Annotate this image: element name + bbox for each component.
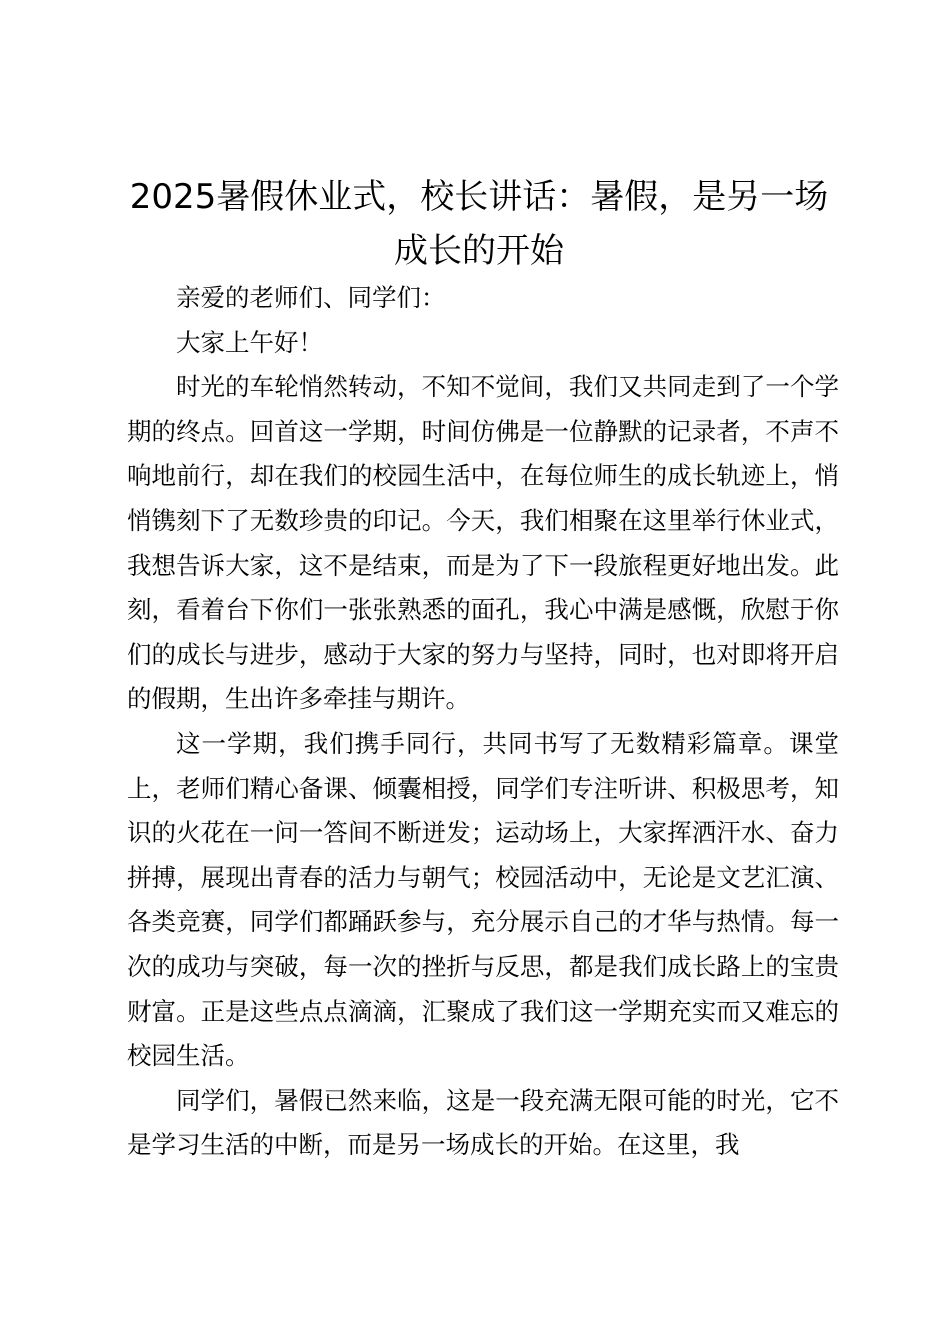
body-paragraph: 时光的车轮悄然转动，不知不觉间，我们又共同走到了一个学期的终点。回首这一学期，时间仿佛是一位静默的记录者，不声不响地前行，却在我们的校园生活中，在每位师生的成长轨迹上，悄悄镌刻下了无数珍贵的印记。今天，我们相聚在这里举行休业式，我想告诉大家，这不是结束，而是为了下一段旅程更好地出发。此刻，看着台下你们一张张熟悉的面孔，我心中满是感慨，欣慰于你们的成长与进步，感动于大家的努力与坚持，同时，也对即将开启的假期，生出许多牵挂与期许。 — [127, 372, 839, 714]
body-paragraph: 同学们，暑假已然来临，这是一段充满无限可能的时光，它不是学习生活的中断，而是另一场成长的开始。在这里，我 — [127, 1085, 839, 1160]
greeting: 大家上午好！ — [176, 327, 323, 357]
salutation: 亲爱的老师们、同学们： — [176, 283, 446, 312]
body-paragraph: 这一学期，我们携手同行，共同书写了无数精彩篇章。课堂上，老师们精心备课、倾囊相授，同学们专注听讲、积极思考，知识的火花在一问一答间不断迸发；运动场上，大家挥洒汗水、奋力拼搏，展现出青春的活力与朝气；校园活动中，无论是文艺汇演、各类竞赛，同学们都踊跃参与，充分展示自己的才华与热情。每一次的成功与突破，每一次的挫折与反思，都是我们成长路上的宝贵财富。正是这些点点滴滴，汇聚成了我们这一学期充实而又难忘的校园生活。 — [127, 728, 839, 1071]
document-title: 2025暑假休业式，校长讲话：暑假，是另一场成长的开始 — [129, 177, 829, 271]
document-body — [127, 276, 839, 1168]
